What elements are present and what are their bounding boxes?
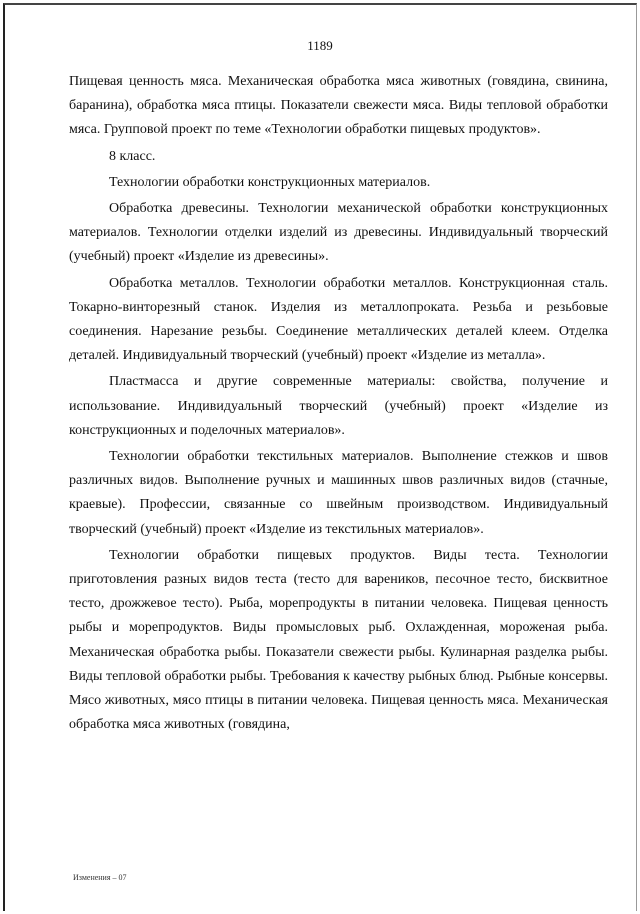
footer-revision: Изменения – 07: [73, 873, 127, 882]
paragraph-wood: Обработка древесины. Технологии механической обработки конструкционных материалов. Технологии отделки изделий из древесины. Индивидуальный творческий (учебный) проект «Изделие из древесины».: [69, 201, 608, 265]
paragraph-food: Технологии обработки пищевых продуктов. Виды теста. Технологии приготовления разных видов теста (тесто для вареников, песочное тесто, бисквитное тесто, дрожжевое тесто). Рыба, морепродукты в питании человека. Пищевая ценность рыбы и морепродуктов. Виды промысловых рыб. Охлажденная, мороженая рыба. Механическая обработка рыбы. Показатели свежести рыбы. Кулинарная разделка рыбы. Виды тепловой обработки рыбы. Требования к качеству рыбных блюд. Рыбные консервы. Мясо животных, мясо птицы в питании человека. Пищевая ценность мяса. Механическая обработка мяса животных (говядина,: [69, 547, 608, 733]
paragraph-grade-heading: 8 класс.: [109, 148, 156, 164]
page-number: 1189: [307, 38, 333, 53]
paragraph-metal: Обработка металлов. Технологии обработки металлов. Конструкционная сталь. Токарно-винторезный станок. Изделия из металлопроката. Резьба и резьбовые соединения. Нарезание резьбы. Соединение металлических деталей клеем. Отделка деталей. Индивидуальный творческий (учебный) проект «Изделие из металла».: [69, 275, 608, 364]
paragraph-textile: Технологии обработки текстильных материалов. Выполнение стежков и швов различных видов. Выполнение ручных и машинных швов различных видов (стачные, краевые). Профессии, связанные со швейным производством. Индивидуальный творческий (учебный) проект «Изделие из текстильных материалов».: [69, 449, 608, 537]
paragraph-section-heading: Технологии обработки конструкционных материалов.: [109, 174, 431, 190]
document-body: [69, 70, 608, 737]
paragraph-plastic: Пластмасса и другие современные материалы: свойства, получение и использование. Индивидуальный творческий (учебный) проект «Изделие из конструкционных и поделочных материалов».: [69, 374, 608, 438]
paragraph-continued: Пищевая ценность мяса. Механическая обработка мяса животных (говядина, свинина, баранина), обработка мяса птицы. Показатели свежести мяса. Виды тепловой обработки мяса. Групповой проект по теме «Технологии обработки пищевых продуктов».: [69, 74, 608, 138]
